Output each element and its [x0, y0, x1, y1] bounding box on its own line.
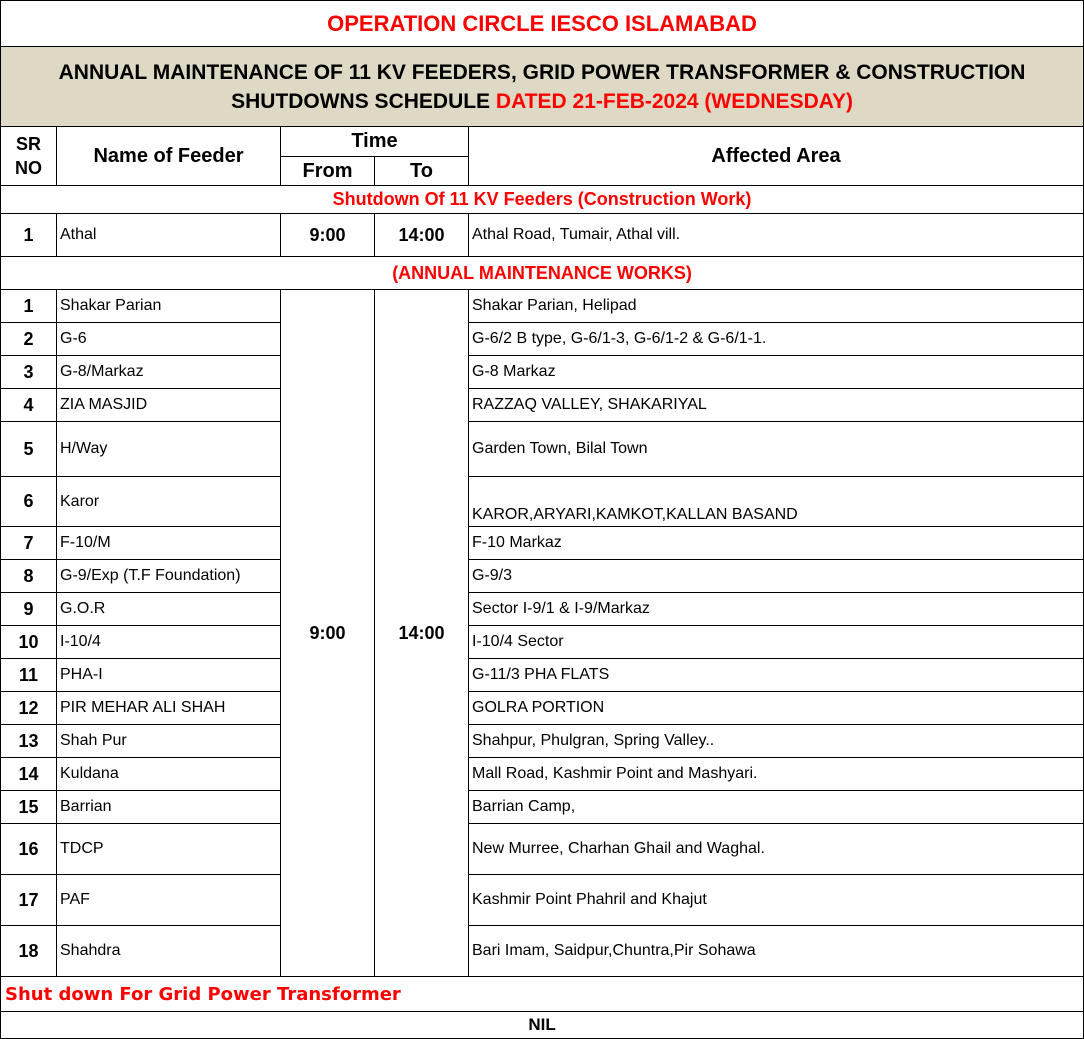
schedule-title — [1, 47, 1084, 127]
sr-cell: 6 — [1, 477, 57, 527]
feeder-cell: G-9/Exp (T.F Foundation) — [57, 560, 281, 593]
affected-area-cell: G-8 Markaz — [469, 356, 1084, 389]
affected-area-cell: Shakar Parian, Helipad — [469, 290, 1084, 323]
feeder-cell: Shakar Parian — [57, 290, 281, 323]
feeder-name-header: Name of Feeder — [57, 127, 281, 186]
sr-cell: 7 — [1, 527, 57, 560]
table-row — [1, 477, 1084, 527]
from-time-cell: 9:00 — [281, 290, 375, 977]
table-row — [1, 323, 1084, 356]
sr-cell: 17 — [1, 875, 57, 926]
feeder-cell: F-10/M — [57, 527, 281, 560]
table-row — [1, 791, 1084, 824]
feeder-cell: PHA-I — [57, 659, 281, 692]
affected-area-cell: Garden Town, Bilal Town — [469, 422, 1084, 477]
time-header: Time — [281, 127, 469, 157]
table-row — [1, 356, 1084, 389]
sr-cell: 5 — [1, 422, 57, 477]
table-row — [1, 926, 1084, 977]
feeder-cell: Barrian — [57, 791, 281, 824]
sr-cell: 1 — [1, 214, 57, 257]
to-time-cell: 14:00 — [375, 214, 469, 257]
sr-cell: 2 — [1, 323, 57, 356]
sr-cell: 4 — [1, 389, 57, 422]
sr-cell: 15 — [1, 791, 57, 824]
sr-cell: 16 — [1, 824, 57, 875]
sr-cell: 14 — [1, 758, 57, 791]
sr-no-header — [1, 127, 57, 186]
sr-cell: 12 — [1, 692, 57, 725]
affected-area-cell: Bari Imam, Saidpur,Chuntra,Pir Sohawa — [469, 926, 1084, 977]
sr-cell: 9 — [1, 593, 57, 626]
affected-area-cell: Kashmir Point Phahril and Khajut — [469, 875, 1084, 926]
from-header: From — [281, 157, 375, 186]
table-row — [1, 725, 1084, 758]
feeder-cell: PAF — [57, 875, 281, 926]
table-row — [1, 758, 1084, 791]
schedule-date: DATED 21-FEB-2024 (WEDNESDAY) — [495, 89, 853, 113]
grid-transformer-section-title: Shut down For Grid Power Transformer — [1, 977, 1084, 1012]
affected-area-cell: Sector I-9/1 & I-9/Markaz — [469, 593, 1084, 626]
table-row — [1, 692, 1084, 725]
affected-area-cell: G-11/3 PHA FLATS — [469, 659, 1084, 692]
from-time-cell: 9:00 — [281, 214, 375, 257]
table-row — [1, 560, 1084, 593]
affected-area-cell: GOLRA PORTION — [469, 692, 1084, 725]
feeder-cell: Shah Pur — [57, 725, 281, 758]
affected-area-cell: F-10 Markaz — [469, 527, 1084, 560]
table-row — [1, 875, 1084, 926]
feeder-cell: G-8/Markaz — [57, 356, 281, 389]
table-row — [1, 593, 1084, 626]
table-row — [1, 659, 1084, 692]
feeder-cell: Kuldana — [57, 758, 281, 791]
to-header: To — [375, 157, 469, 186]
schedule-title-line1: ANNUAL MAINTENANCE OF 11 KV FEEDERS, GRID POWER TRANSFORMER & CONSTRUCTION — [58, 60, 1026, 84]
sr-cell: 1 — [1, 290, 57, 323]
affected-area-cell: KAROR,ARYARI,KAMKOT,KALLAN BASAND — [469, 477, 1084, 527]
feeder-cell: G.O.R — [57, 593, 281, 626]
table-row — [1, 626, 1084, 659]
affected-area-cell: Mall Road, Kashmir Point and Mashyari. — [469, 758, 1084, 791]
feeder-cell: Shahdra — [57, 926, 281, 977]
affected-area-cell: New Murree, Charhan Ghail and Waghal. — [469, 824, 1084, 875]
construction-section-title: Shutdown Of 11 KV Feeders (Construction Work) — [1, 186, 1084, 214]
affected-area-header: Affected Area — [469, 127, 1084, 186]
sr-header-line2: NO — [15, 158, 42, 178]
feeder-cell: Athal — [57, 214, 281, 257]
affected-area-cell: G-6/2 B type, G-6/1-3, G-6/1-2 & G-6/1-1. — [469, 323, 1084, 356]
affected-area-cell: Shahpur, Phulgran, Spring Valley.. — [469, 725, 1084, 758]
grid-transformer-value: NIL — [1, 1012, 1084, 1039]
circle-title: OPERATION CIRCLE IESCO ISLAMABAD — [1, 1, 1084, 47]
feeder-cell: ZIA MASJID — [57, 389, 281, 422]
sr-header-line1: SR — [15, 134, 41, 154]
table-row — [1, 527, 1084, 560]
maintenance-section-title: (ANNUAL MAINTENANCE WORKS) — [1, 257, 1084, 290]
affected-area-cell: RAZZAQ VALLEY, SHAKARIYAL — [469, 389, 1084, 422]
sr-cell: 13 — [1, 725, 57, 758]
table-row — [1, 290, 1084, 323]
sr-cell: 18 — [1, 926, 57, 977]
affected-area-cell: Athal Road, Tumair, Athal vill. — [469, 214, 1084, 257]
feeder-cell: PIR MEHAR ALI SHAH — [57, 692, 281, 725]
affected-area-cell: G-9/3 — [469, 560, 1084, 593]
sr-cell: 8 — [1, 560, 57, 593]
feeder-cell: G-6 — [57, 323, 281, 356]
schedule-title-line2 — [1, 87, 1083, 116]
feeder-cell: H/Way — [57, 422, 281, 477]
sr-cell: 10 — [1, 626, 57, 659]
to-time-cell: 14:00 — [375, 290, 469, 977]
feeder-cell: I-10/4 — [57, 626, 281, 659]
table-row — [1, 824, 1084, 875]
feeder-cell: TDCP — [57, 824, 281, 875]
affected-area-cell: I-10/4 Sector — [469, 626, 1084, 659]
affected-area-cell: Barrian Camp, — [469, 791, 1084, 824]
schedule-title-text: SHUTDOWNS SCHEDULE — [231, 89, 496, 113]
feeder-cell: Karor — [57, 477, 281, 527]
sr-cell: 11 — [1, 659, 57, 692]
table-row — [1, 389, 1084, 422]
sr-cell: 3 — [1, 356, 57, 389]
table-row — [1, 422, 1084, 477]
table-row — [1, 214, 1084, 257]
